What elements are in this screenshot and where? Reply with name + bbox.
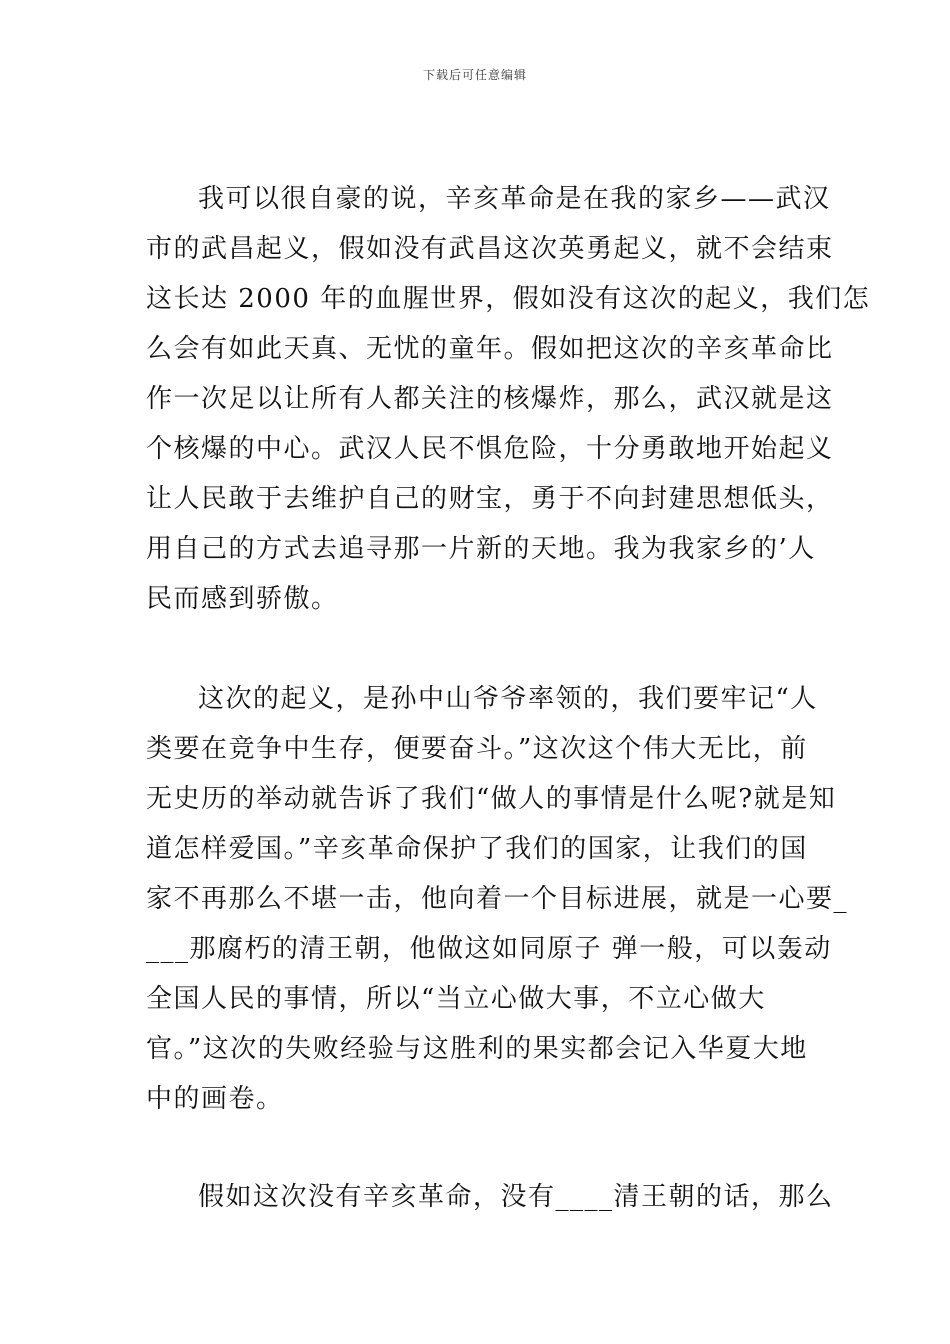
text-line: 市的武昌起义，假如没有武昌这次英勇起义，就不会结束 — [146, 234, 834, 264]
text-line: 全国人民的事情，所以“当立心做大事，不立心做大 — [146, 984, 766, 1014]
text-line: 这长达 2000 年的血腥世界，假如没有这次的起义，我们怎 — [146, 284, 871, 314]
text-line: 无史历的举动就告诉了我们“做人的事情是什么呢?就是知 — [146, 784, 837, 814]
text-line: 道怎样爱国。”辛亥革命保护了我们的国家，让我们的国 — [146, 834, 808, 864]
text-line: 官。”这次的失败经验与这胜利的果实都会记入华夏大地 — [146, 1034, 808, 1064]
text-line: 家不再那么不堪一击，他向着一个目标进展，就是一心要_ — [146, 884, 849, 914]
text-line: 民而感到骄傲。 — [146, 584, 339, 614]
page-header: 下载后可任意编辑 — [422, 68, 527, 82]
text-line: 让人民敢于去维护自己的财宝，勇于不向封建思想低头， — [146, 484, 834, 514]
text-line: 这次的起义，是孙中山爷爷率领的，我们要牢记“人 — [198, 684, 818, 714]
text-line: 用自己的方式去追寻那一片新的天地。我为我家乡的’人 — [146, 534, 816, 564]
text-line: 类要在竞争中生存，便要奋斗。”这次这个伟大无比，前 — [146, 734, 808, 764]
paragraph-1 — [146, 174, 871, 624]
text-line: ___那腐朽的清王朝，他做这如同原子 弹一般，可以轰动 — [146, 934, 832, 964]
text-line: 么会有如此天真、无忧的童年。假如把这次的辛亥革命比 — [146, 334, 834, 364]
text-line: 中的画卷。 — [146, 1084, 284, 1114]
text-line: 个核爆的中心。武汉人民不惧危险，十分勇敢地开始起义 — [146, 434, 834, 464]
text-line: 我可以很自豪的说，辛亥革命是在我的家乡——武汉 — [198, 184, 831, 214]
paragraph-2 — [146, 674, 849, 1124]
paragraph-3 — [146, 1172, 834, 1222]
text-line: 假如这次没有辛亥革命，没有____清王朝的话，那么 — [198, 1182, 834, 1212]
text-line: 作一次足以让所有人都关注的核爆炸，那么，武汉就是这 — [146, 384, 834, 414]
